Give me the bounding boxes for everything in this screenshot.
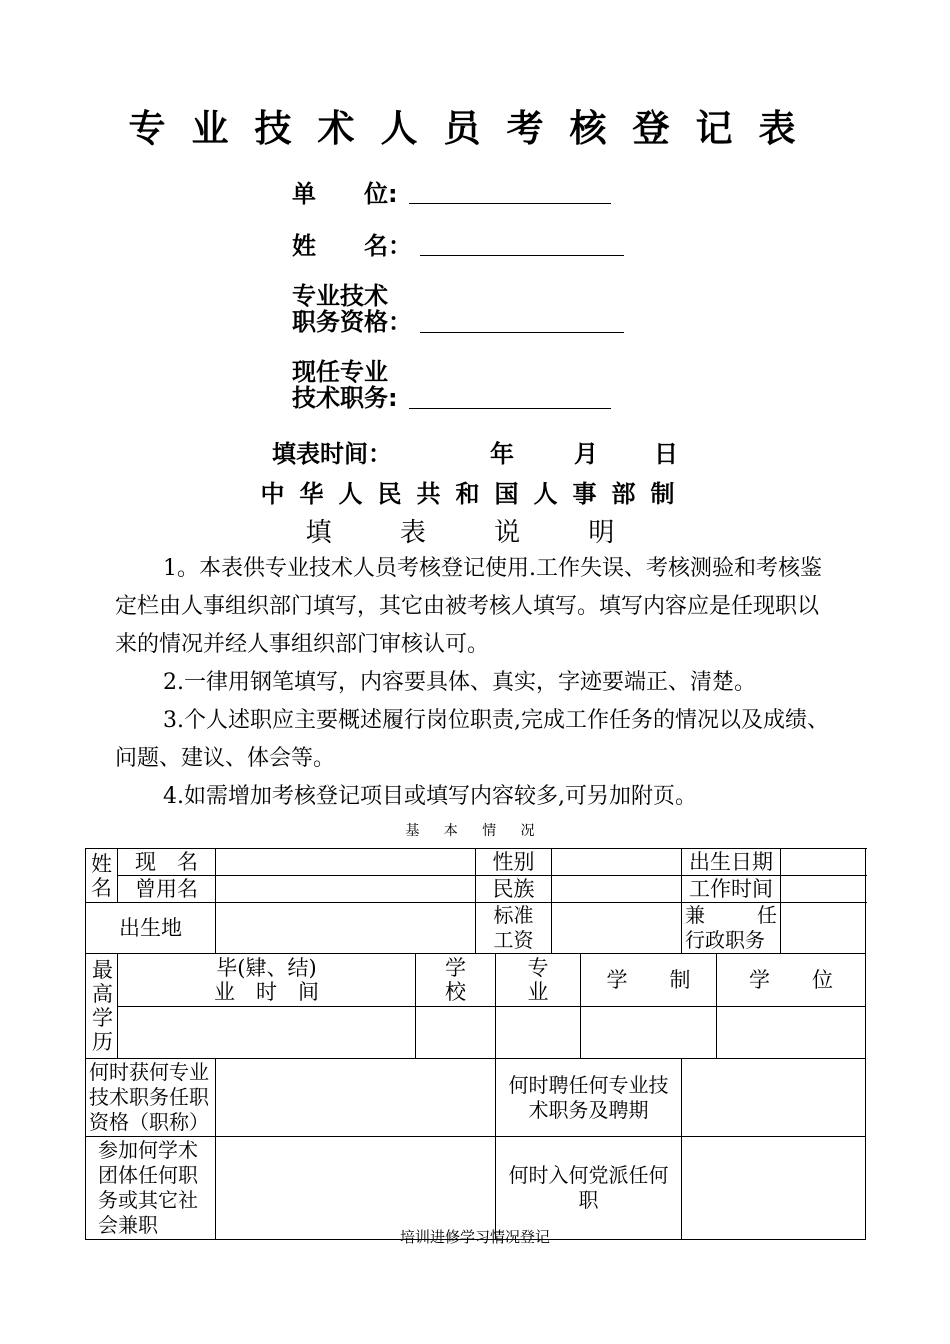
academic-post-value[interactable] — [216, 1137, 496, 1240]
salary-label-line2: 工资 — [493, 928, 534, 952]
school-value[interactable] — [416, 1007, 496, 1059]
grad-time-line1: 毕(肄、结) — [216, 956, 317, 980]
admin-post-value[interactable] — [781, 903, 866, 954]
salary-label-line1: 标准 — [493, 903, 534, 927]
date-day: 日 — [654, 440, 678, 468]
training-caption: 培训进修学习情况登记 — [399, 1228, 550, 1246]
unit-label: 单 位: — [292, 180, 398, 208]
education-label: 最高学历 — [86, 954, 118, 1059]
work-start-value[interactable] — [781, 876, 866, 903]
hire-time-value[interactable] — [682, 1059, 866, 1137]
qualification-label-line1: 专业技术 — [292, 282, 388, 310]
qualification-label-line2: 职务资格： — [292, 308, 412, 336]
gender-value[interactable] — [552, 849, 682, 876]
degree-value[interactable] — [717, 1007, 866, 1059]
grad-time-line2: 业 时 间 — [214, 980, 319, 1004]
gender-label: 性别 — [476, 849, 552, 876]
table-caption: 基 本 情 况 — [405, 823, 545, 839]
date-label: 填表时间： — [272, 440, 392, 468]
name-header: 姓名 — [86, 849, 118, 903]
work-start-label: 工作时间 — [682, 876, 781, 903]
birth-date-value[interactable] — [781, 849, 866, 876]
salary-value[interactable] — [552, 903, 682, 954]
ethnicity-value[interactable] — [552, 876, 682, 903]
name-field[interactable] — [420, 255, 624, 256]
note-item: 1。本表供专业技术人员考核登记使用.工作失误、考核测验和考核鉴定栏由人事组织部门填写，其它由被考核人填写。填写内容应是任现职以来的情况并经人事组织部门审核认可。 — [115, 556, 822, 657]
major-header: 专 业 — [496, 954, 581, 1007]
admin-post-label-line2: 行政职务 — [685, 928, 766, 952]
unit-field[interactable] — [409, 203, 611, 204]
current-name-value[interactable] — [216, 849, 476, 876]
notes-heading: 填 表 说 明 — [305, 518, 645, 548]
basic-info-table — [85, 848, 866, 1240]
current-name-label: 现 名 — [118, 849, 216, 876]
birthplace-value[interactable] — [216, 903, 476, 954]
qualification-time-label: 何时获何专业技术职务任职资格（职称） — [86, 1059, 216, 1137]
hire-time-label: 何时聘任何专业技术职务及聘期 — [496, 1059, 682, 1137]
academic-post-label: 参加何学术团体任何职务或其它社会兼职 — [86, 1137, 216, 1240]
date-month: 月 — [574, 440, 598, 468]
birth-date-label: 出生日期 — [682, 849, 781, 876]
issuing-authority: 中华人民共和国人事部制 — [260, 480, 690, 508]
name-label: 姓 名： — [292, 232, 412, 260]
degree-header: 学 位 — [717, 954, 866, 1007]
position-field[interactable] — [409, 408, 611, 409]
birthplace-label: 出生地 — [86, 903, 216, 954]
page-title: 专业技术人员考核登记表 — [128, 107, 822, 150]
qualification-time-value[interactable] — [216, 1059, 496, 1137]
duration-value[interactable] — [581, 1007, 717, 1059]
position-label-line1: 现任专业 — [292, 358, 388, 386]
admin-post-label — [682, 903, 781, 954]
salary-label — [476, 903, 552, 954]
grad-time-value[interactable] — [118, 1007, 416, 1059]
admin-post-label-line1: 兼 任 — [685, 903, 778, 927]
former-name-label: 曾用名 — [118, 876, 216, 903]
former-name-value[interactable] — [216, 876, 476, 903]
school-header: 学 校 — [416, 954, 496, 1007]
notes-list — [115, 550, 840, 816]
ethnicity-label: 民族 — [476, 876, 552, 903]
grad-time-header — [118, 954, 416, 1007]
note-item: 3.个人述职应主要概述履行岗位职责,完成工作任务的情况以及成绩、问题、建议、体会等。 — [115, 708, 829, 771]
note-item: 4.如需增加考核登记项目或填写内容较多,可另加附页。 — [163, 784, 697, 809]
position-label-line2: 技术职务: — [292, 384, 398, 412]
major-value[interactable] — [496, 1007, 581, 1059]
note-item: 2.一律用钢笔填写，内容要具体、真实，字迹要端正、清楚。 — [163, 670, 756, 695]
duration-header: 学 制 — [581, 954, 717, 1007]
date-year: 年 — [490, 440, 514, 468]
qualification-field[interactable] — [420, 332, 624, 333]
party-value[interactable] — [682, 1137, 866, 1240]
party-label: 何时入何党派任何职 — [496, 1137, 682, 1240]
